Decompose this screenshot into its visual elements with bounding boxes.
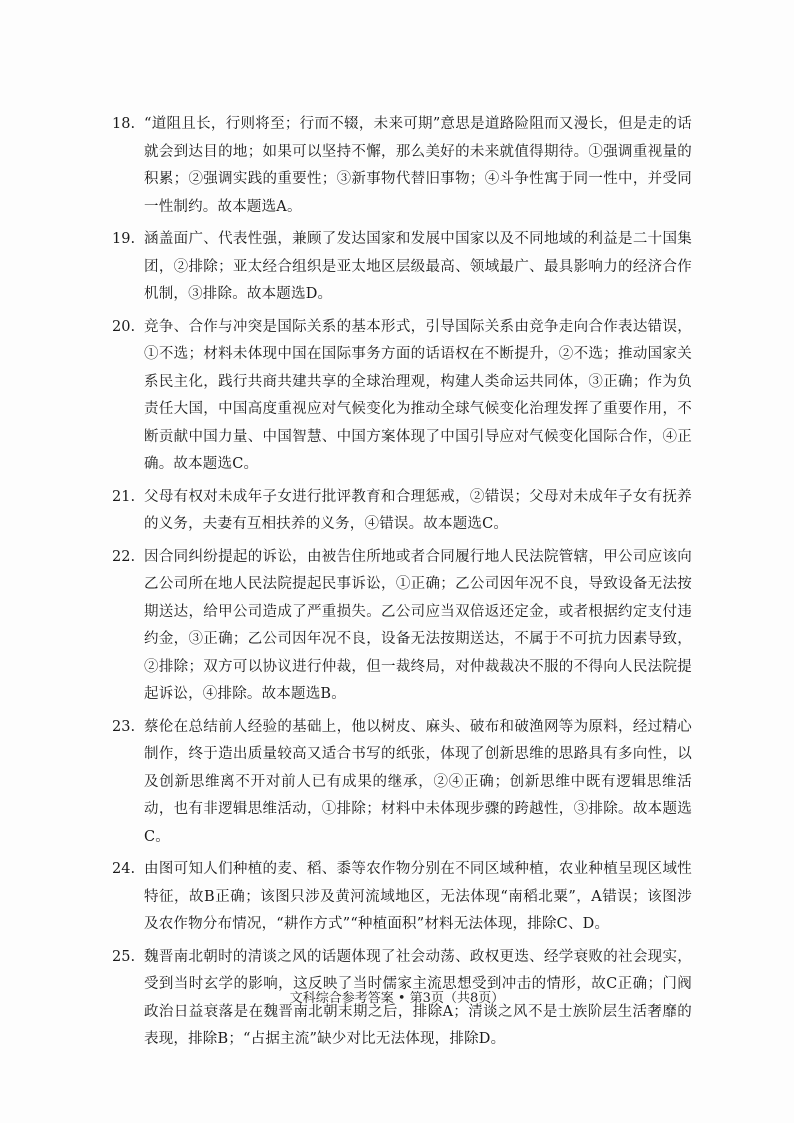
answer-item-19 xyxy=(112,226,692,309)
answer-number: 22. xyxy=(112,548,136,565)
answer-text: 涵盖面广、代表性强，兼顾了发达国家和发展中国家以及不同地域的利益是二十国集团，②排除；亚太经合组织是亚太地区层级最高、领域最广、最具影响力的经济合作机制，③排除。故本题选D。 xyxy=(144,231,692,302)
answer-number: 19. xyxy=(112,231,136,247)
answer-item-22 xyxy=(112,544,692,709)
answer-number: 20. xyxy=(112,318,136,335)
answer-number: 21. xyxy=(112,488,136,505)
answer-number: 25. xyxy=(112,948,136,965)
answer-number: 18. xyxy=(112,116,136,132)
answer-text: 由图可知人们种植的麦、稻、黍等农作物分别在不同区域种植，农业种植呈现区域性特征，故B正确；该图只涉及黄河流域地区，无法体现“南稻北粟”，A错误；该图涉及农作物分布情况，“耕作方式”“种植面积”材料无法体现，排除C、D。 xyxy=(144,861,692,932)
answer-text: 蔡伦在总结前人经验的基础上，他以树皮、麻头、破布和破渔网等为原料，经过精心制作，终于造出质量较高又适合书写的纸张，体现了创新思维的思路具有多向性，以及创新思维离不开对前人已有成果的继承，②④正确；创新思维中既有逻辑思维活动，也有非逻辑思维活动，①排除；材料中未体现步骤的跨越性，③排除。故本题选C。 xyxy=(144,718,692,845)
answer-number: 23. xyxy=(112,718,136,735)
answer-item-18 xyxy=(112,111,692,221)
answer-text: 因合同纠纷提起的诉讼，由被告住所地或者合同履行地人民法院管辖，甲公司应该向乙公司所在地人民法院提起民事诉讼，①正确；乙公司因年况不良，导致设备无法按期送达，给甲公司造成了严重损失。乙公司应当双倍返还定金，或者根据约定支付违约金，③正确；乙公司因年况不良，设备无法按期送达，不属于不可抗力因素导致，②排除；双方可以协议进行仲裁，但一裁终局，对仲裁裁决不服的不得向人民法院提起诉讼，④排除。故本题选B。 xyxy=(144,548,692,702)
answer-number: 24. xyxy=(112,861,136,877)
answer-text: 竞争、合作与冲突是国际关系的基本形式，引导国际关系由竞争走向合作表达错误，①不选；材料未体现中国在国际事务方面的话语权在不断提升，②不选；推动国家关系民主化，践行共商共建共享的全球治理观，构建人类命运共同体，③正确；作为负责任大国，中国高度重视应对气候变化为推动全球气候变化治理发挥了重要作用，不断贡献中国力量、中国智慧、中国方案体现了中国引导应对气候变化国际合作，④正确。故本题选C。 xyxy=(144,318,692,472)
answer-item-21 xyxy=(112,484,692,539)
answer-list xyxy=(112,111,692,1059)
page-footer: 文科综合参考答案 • 第3页（共8页） xyxy=(289,991,505,1006)
answer-text: 魏晋南北朝时的清谈之风的话题体现了社会动荡、政权更迭、经学衰败的社会现实，受到当时玄学的影响，这反映了当时儒家主流思想受到冲击的情形，故C正确；门阀政治日益衰落是在魏晋南北朝末期之后，排除A；清谈之风不是士族阶层生活奢靡的表现，排除B；“占据主流”缺少对比无法体现，排除D。 xyxy=(144,948,692,1047)
answer-text: “道阻且长，行则将至；行而不辍，未来可期”意思是道路险阻而又漫长，但是走的话就会到达目的地；如果可以坚持不懈，那么美好的未来就值得期待。①强调重视量的积累；②强调实践的重要性；③新事物代替旧事物；④斗争性寓于同一性中，并受同一性制约。故本题选A。 xyxy=(144,116,692,215)
answer-item-23 xyxy=(112,714,692,852)
answer-item-20 xyxy=(112,314,692,479)
answer-text: 父母有权对未成年子女进行批评教育和合理惩戒，②错误；父母对未成年子女有抚养的义务，夫妻有互相扶养的义务，④错误。故本题选C。 xyxy=(144,488,692,532)
answer-item-24 xyxy=(112,856,692,939)
